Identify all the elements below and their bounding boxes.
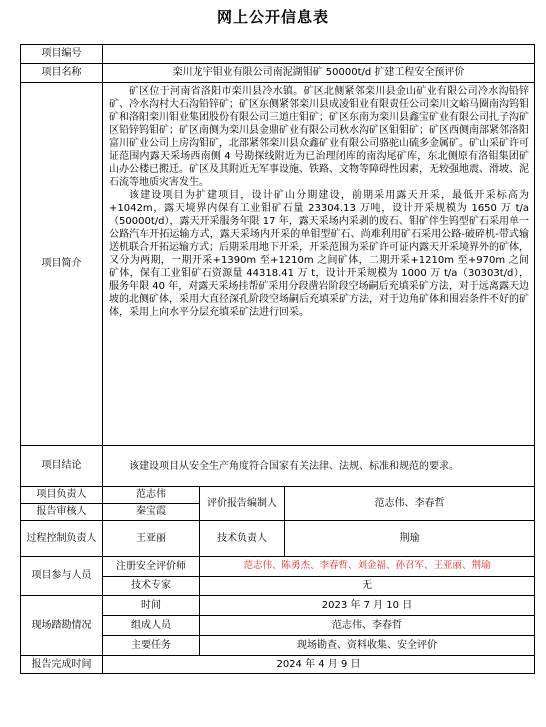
row-project-no: [21, 45, 535, 64]
project-intro-value: [103, 83, 535, 446]
report-date-value: 2024 年 4 月 9 日: [103, 656, 535, 674]
project-conclusion-value: [103, 446, 535, 487]
row-project-lead: [21, 487, 535, 504]
project-name-value: 栾川龙宇钼业有限公司南泥湖钼矿 50000t/d 扩建工程安全预评价: [103, 64, 535, 83]
intro-paragraph-location: 矿区位于河南省洛阳市栾川县冷水镇。矿区北侧紧邻栾川县金山矿业有限公司冷水沟铅锌矿、冷水沟村大石沟铅锌矿；矿区东侧紧邻栾川县成凌钼业有限责任公司栾川文峪马圈南沟钨钼矿和洛阳栾川钼业集团股份有限公司三道庄钼矿；矿区东南为栾川县鑫宝矿业有限公司扎子沟矿区铅锌钨钼矿；矿区南侧为栾川县金鼎矿业有限公司秋水沟矿区钼钼矿；矿区西侧南部紧邻洛阳富川矿业公司上房沟钼矿，北部紧邻栾川县众鑫矿业有限公司骆驼山硫多金属矿。矿山采矿许可证范围内露天采场西南侧 4 号勘探线附近为已治理闭库的南沟尾矿库，东北侧原有洛钼集团矿山办公楼已搬迁。矿区及其附近无军事设施、铁路、文物等障碍性因素，无较强地震、滑坡、泥石流等地质灾害发生。: [109, 86, 529, 188]
project-name-label: 项目名称: [21, 64, 103, 83]
row-project-intro: [21, 83, 535, 446]
report-writer-label: 评价报告编制人: [200, 487, 285, 521]
conclusion-text: 该建设项目从安全生产角度符合国家有关法律、法规、标准和规范的要求。: [129, 460, 459, 472]
site-survey-label: 现场踏勘情况: [21, 596, 103, 656]
row-report-date: [21, 656, 535, 674]
survey-team-value: 范志伟、李春哲: [200, 616, 535, 636]
process-controller-label: 过程控制负责人: [21, 521, 103, 557]
report-reviewer-label: 报告审核人: [21, 504, 103, 521]
project-no-label: 项目编号: [21, 45, 103, 64]
row-registered-evaluators: [21, 557, 535, 577]
report-writer-value: 范志伟、李春哲: [285, 487, 535, 521]
info-table: [20, 44, 535, 674]
intro-paragraph-design: 该建设项目为扩建项目，设计矿山分期建设，前期采用露天开采，最低开采标高为+1042m，露天境界内保有工业钼矿石量 23304.13 万吨，设计开采规模为 1650 万 t/a（50000t/d），露天开采服务年限 17 年，露天采场内采剥的废石、钼矿伴生钨型矿石采用单一公路汽车开拓运输方式，露天采场内开采的单钼型矿石、尚难利用矿石采用公路-破碎机-带式输送机联合开拓运输方式；后期采用地下开采，开采范围为采矿许可证内露天开采境界外的矿体，又分为两期，一期开采+1390m 至+1210m 之间矿体，二期开采+1210m 至+970m 之间矿体，保有工业钼矿石资源量 44318.41 万 t，设计开采规模为 1000 万 t/a（30303t/d），服务年限 40 年，对露天采场挂帮矿采用分段凿岩阶段空场嗣后充填采矿方法，对于远离露天边坡的北侧矿体，采用大直径深孔阶段空场嗣后充填采矿方法，对于边角矿体和围岩条件不好的矿体，采用上向水平分层充填采矿法进行回采。: [109, 190, 529, 318]
project-lead-label: 项目负责人: [21, 487, 103, 504]
report-reviewer-value: 秦宝霞: [103, 504, 200, 521]
survey-time-value: 2023 年 7 月 10 日: [200, 596, 535, 616]
survey-team-label: 组成人员: [103, 616, 200, 636]
survey-time-label: 时间: [103, 596, 200, 616]
project-conclusion-label: 项目结论: [21, 446, 103, 487]
project-lead-value: 范志伟: [103, 487, 200, 504]
row-project-conclusion: [21, 446, 535, 487]
project-no-value: [103, 45, 535, 64]
tech-experts-label: 技术专家: [103, 577, 200, 596]
tech-lead-value: 荆瑜: [285, 521, 535, 557]
tech-lead-label: 技术负责人: [200, 521, 285, 557]
registered-evaluators-label: 注册安全评价师: [103, 557, 200, 577]
page-title: 网上公开信息表: [216, 8, 329, 26]
report-date-label: 报告完成时间: [21, 656, 103, 674]
row-survey-time: [21, 596, 535, 616]
survey-tasks-label: 主要任务: [103, 636, 200, 656]
tech-experts-value: 无: [200, 577, 535, 596]
survey-tasks-value: 现场勘查、资料收集、安全评价: [200, 636, 535, 656]
project-intro-label: 项目简介: [21, 83, 103, 446]
registered-evaluators-value: 范志伟、陈勇杰、李春哲、刘金福、孙召军、王亚丽、荆瑜: [200, 557, 535, 577]
process-controller-value: 王亚丽: [103, 521, 200, 557]
participants-label: 项目参与人员: [21, 557, 103, 596]
row-process-control: [21, 521, 535, 557]
row-project-name: [21, 64, 535, 83]
